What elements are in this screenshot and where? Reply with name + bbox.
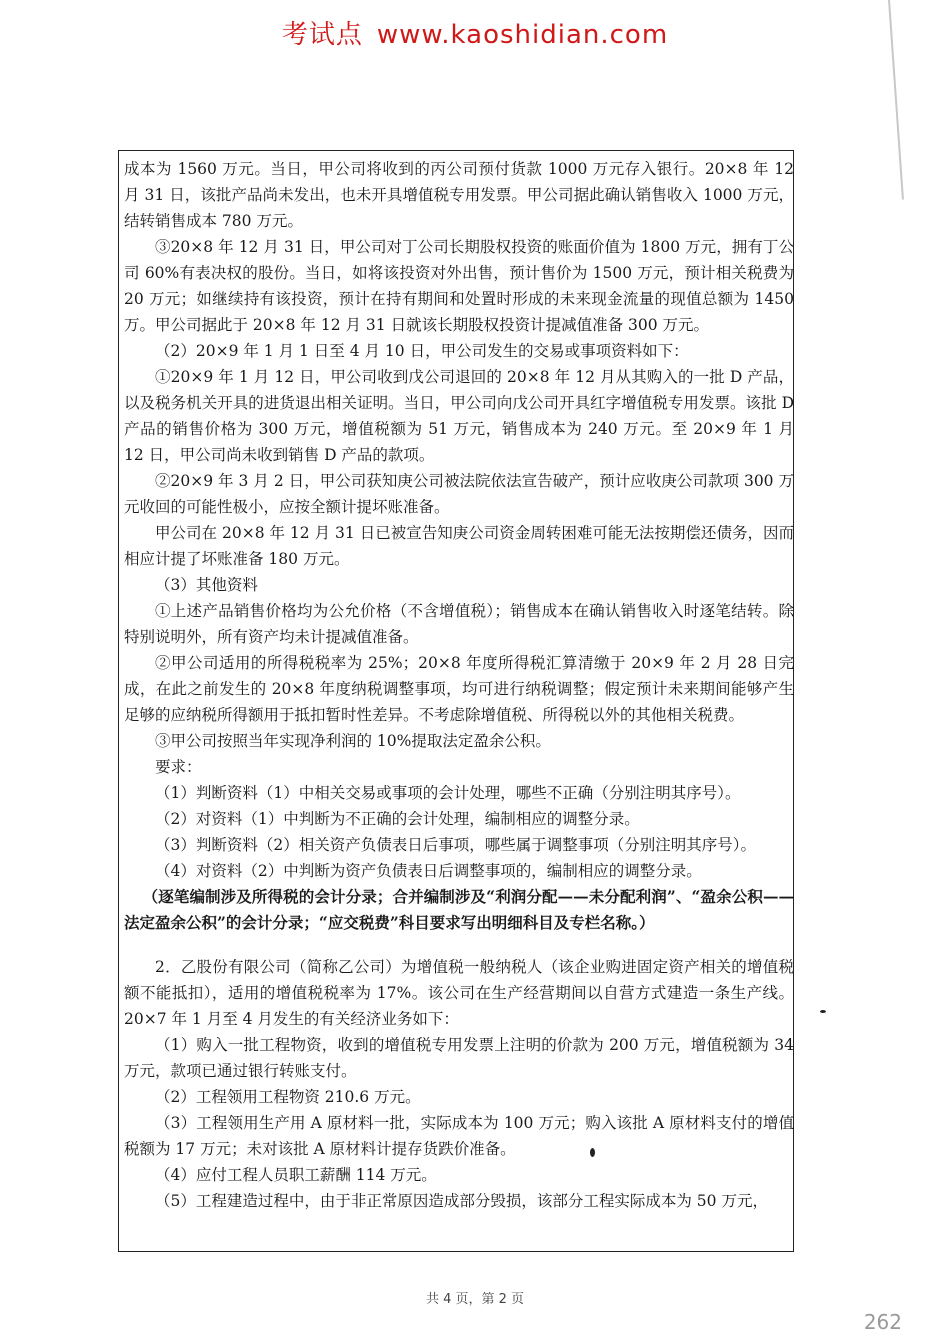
paragraph-spacer <box>124 936 794 954</box>
paragraph: （1）购入一批工程物资，收到的增值税专用发票上注明的价款为 200 万元，增值税额为 34 万元，款项已通过银行转账支付。 <box>124 1036 794 1080</box>
scan-speck <box>820 1010 826 1013</box>
paragraph: ①上述产品销售价格均为公允价格（不含增值税）；销售成本在确认销售收入时逐笔结转。除特别说明外，所有资产均未计提减值准备。 <box>124 602 794 646</box>
paragraph: （3）其他资料 <box>155 576 258 594</box>
scan-speck <box>590 1148 595 1157</box>
corner-mark: 262 <box>863 1310 902 1334</box>
paragraph: （5）工程建造过程中，由于非正常原因造成部分毁损，该部分工程实际成本为 50 万元， <box>155 1192 768 1210</box>
paragraph: 成本为 1560 万元。当日，甲公司将收到的丙公司预付货款 1000 万元存入银行。20×8 年 12 月 31 日，该批产品尚未发出，也未开具增值税专用发票。甲公司据此确认销售收入 1000 万元，结转销售成本 780 万元。 <box>124 160 794 230</box>
paragraph: ③甲公司按照当年实现净利润的 10%提取法定盈余公积。 <box>155 732 551 750</box>
site-name: 考试点 <box>281 20 363 50</box>
paragraph: （2）工程领用工程物资 210.6 万元。 <box>155 1088 421 1106</box>
paragraph: （逐笔编制涉及所得税的会计分录；合并编制涉及“利润分配——未分配利润”、“盈余公积——法定盈余公积”的会计分录；“应交税费”科目要求写出明细科目及专栏名称。） <box>124 887 794 932</box>
watermark-header <box>0 14 950 51</box>
paragraph: ③20×8 年 12 月 31 日，甲公司对丁公司长期股权投资的账面价值为 1800 万元，拥有丁公司 60%有表决权的股份。当日，如将该投资对外出售，预计售价为 1500 万元，预计相关税费为 20 万元；如继续持有该投资，预计在持有期间和处置时形成的未来现金流量的现值总额为 1450 万。甲公司据此于 20×8 年 12 月 31 日就该长期股权投资计提减值准备 300 万元。 <box>124 238 794 334</box>
document-body <box>124 156 794 1214</box>
paragraph: 要求： <box>155 758 202 776</box>
paragraph: 2．乙股份有限公司（简称乙公司）为增值税一般纳税人（该企业购进固定资产相关的增值税额不能抵扣），适用的增值税税率为 17%。该公司在生产经营期间以自营方式建造一条生产线。20×7 年 1 月至 4 月发生的有关经济业务如下： <box>124 958 794 1028</box>
site-url: www.kaoshidian.com <box>376 20 669 50</box>
paragraph: （2）对资料（1）中判断为不正确的会计处理，编制相应的调整分录。 <box>155 810 640 828</box>
page-footer: 共 4 页，第 2 页 <box>425 1292 525 1307</box>
paragraph: ①20×9 年 1 月 12 日，甲公司收到戊公司退回的 20×8 年 12 月从其购入的一批 D 产品，以及税务机关开具的进货退出相关证明。当日，甲公司向戊公司开具红字增值税专用发票。该批 D 产品的销售价格为 300 万元，增值税额为 51 万元，销售成本为 240 万元。至 20×9 年 1 月 12 日，甲公司尚未收到销售 D 产品的款项。 <box>124 368 794 464</box>
paragraph: （4）应付工程人员职工薪酬 114 万元。 <box>155 1166 437 1184</box>
paragraph: （3）判断资料（2）相关资产负债表日后事项，哪些属于调整事项（分别注明其序号）。 <box>155 836 756 854</box>
paragraph: 甲公司在 20×8 年 12 月 31 日已被宣告知庚公司资金周转困难可能无法按期偿还债务，因而相应计提了坏账准备 180 万元。 <box>124 524 794 568</box>
paragraph: （3）工程领用生产用 A 原材料一批，实际成本为 100 万元；购入该批 A 原材料支付的增值税额为 17 万元；未对该批 A 原材料计提存货跌价准备。 <box>124 1114 794 1158</box>
paragraph: （1）判断资料（1）中相关交易或事项的会计处理，哪些不正确（分别注明其序号）。 <box>155 784 741 802</box>
paragraph: ②20×9 年 3 月 2 日，甲公司获知庚公司被法院依法宣告破产，预计应收庚公司款项 300 万元收回的可能性极小，应按全额计提坏账准备。 <box>124 472 794 516</box>
paragraph: ②甲公司适用的所得税税率为 25%；20×8 年度所得税汇算清缴于 20×9 年 2 月 28 日完成，在此之前发生的 20×8 年度纳税调整事项，均可进行纳税调整；假定预计未来期间能够产生足够的应纳税所得额用于抵扣暂时性差异。不考虑除增值税、所得税以外的其他相关税费。 <box>124 654 794 724</box>
paragraph: （4）对资料（2）中判断为资产负债表日后调整事项的，编制相应的调整分录。 <box>155 862 702 880</box>
paragraph: （2）20×9 年 1 月 1 日至 4 月 10 日，甲公司发生的交易或事项资料如下： <box>155 342 689 360</box>
